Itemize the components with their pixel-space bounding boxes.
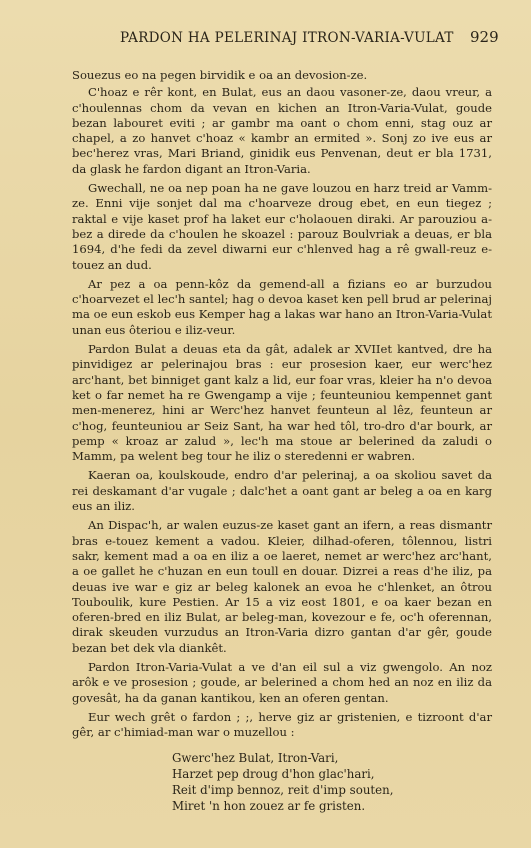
paragraph: Pardon Bulat a deuas eta da gât, adalek ar XVIIet kantved, dre ha pinvidigez ar pelerinajou bras : eur prosesion kaer, eur werc'hez arc'hant, bet binniget gant kalz a lid, eur foar vras, kleier ha n'o devoa ket o far nemet ha re Gwengamp a vije ; feunteuniou kempennet gant men-menerez, hini ar Werc'hez hanvet feunteun al lêz, feunteun ar c'hog, feunteuniou ar Seiz Sant, ha war hed tôl, tro-dro d'ar bourk, ar pemp « kroaz ar zalud », lec'h ma stoue ar belerined da zaludi o Mamm, pa welent beg tour he iliz o steredenni er wabren. <box>72 342 492 464</box>
paragraph: Gwechall, ne oa nep poan ha ne gave louzou en harz treid ar Vamm-ze. Enni vije sonjet dal ma c'hoarveze droug ebet, en eun tiegez ; raktal e vije kaset prof ha laket eur c'holaouen diraki. Ar parouziou a-bez a direde da c'houlen he skoazel : parouz Boulvriak a deuas, er bla 1694, d'he fedi da zevel diwarni eur c'hlenved hag a rê gwall-reuz e-touez an dud. <box>72 181 492 272</box>
paragraph: Souezus eo na pegen birvidik e oa an devosion-ze. <box>72 68 368 82</box>
paragraph: Ar pez a oa penn-kôz da gemend-all a fizians eo ar burzudou c'hoarvezet el lec'h santel; hag o devoa kaset ken pell brud ar pelerinaj ma oe eun eskob eus Kemper hag a lakas war hano an Itron-Varia-Vulat unan eus ôteriou e iliz-veur. <box>72 276 492 337</box>
running-title: PARDON HA PELERINAJ ITRON-VARIA-VULAT <box>120 30 454 46</box>
verse-line: Reit d'imp bennoz, reit d'imp souten, <box>172 783 394 798</box>
verse-line: Harzet pep droug d'hon glac'hari, <box>172 767 375 782</box>
verse-line: Miret 'n hon zouez ar fe gristen. <box>172 799 366 814</box>
running-header <box>0 30 531 52</box>
verse-line: Gwerc'hez Bulat, Itron-Vari, <box>172 751 339 766</box>
body-text <box>72 68 492 814</box>
page-number: 929 <box>470 28 499 46</box>
paragraph: Kaeran oa, koulskoude, endro d'ar pelerinaj, a oa skoliou savet da rei deskamant d'ar vugale ; dalc'het a oant gant ar beleg a oa en karg eus an iliz. <box>72 468 492 514</box>
song-intro: Eur wech grêt o fardon ; ;, herve giz ar gristenien, e tizroont d'ar gêr, ar c'himiad-man war o muzellou : <box>72 709 492 740</box>
paragraph: An Dispac'h, ar walen euzus-ze kaset gant an ifern, a reas dismantr bras e-touez kement a vadou. Kleier, dilhad-oferen, tôlennou, listri sakr, kement mad a oa en iliz a oe laeret, nemet ar werc'hez arc'hant, a oe gallet he c'huzan en eun toull en douar. Dizrei a reas d'he iliz, pa deuas ive war e giz ar beleg kalonek an evoa he c'hlenket, an ôtrou Touboulik, kure Pestien. Ar 15 a viz eost 1801, e oa kaer bezan en oferen-bred en iliz Bulat, ar beleg-man, kovezour e fe, oc'h oferennan, dirak skeuden vurzudus an Itron-Varia dizro gantan d'ar gêr, goude bezan bet dek vla diankêt. <box>72 518 492 655</box>
verse-block <box>172 750 492 814</box>
paragraph: Pardon Itron-Varia-Vulat a ve d'an eil sul a viz gwengolo. An noz arôk e ve prosesion ; goude, ar belerined a chom hed an noz en iliz da govesât, ha da ganan kantikou, ken an oferen gentan. <box>72 659 492 705</box>
paragraph: C'hoaz e rêr kont, en Bulat, eus an daou vasoner-ze, daou vreur, a c'houlennas chom da vevan en kichen an Itron-Varia-Vulat, goude bezan labouret eviti ; ar gambr ma oant o chom enni, stag ouz ar chapel, a zo hanvet c'hoaz « kambr an ermited ». Sonj zo ive eus ar bec'herez vras, Mari Briand, ginidik eus Penvenan, deut er bla 1731, da glask he fardon digant an Itron-Varia. <box>72 85 492 176</box>
